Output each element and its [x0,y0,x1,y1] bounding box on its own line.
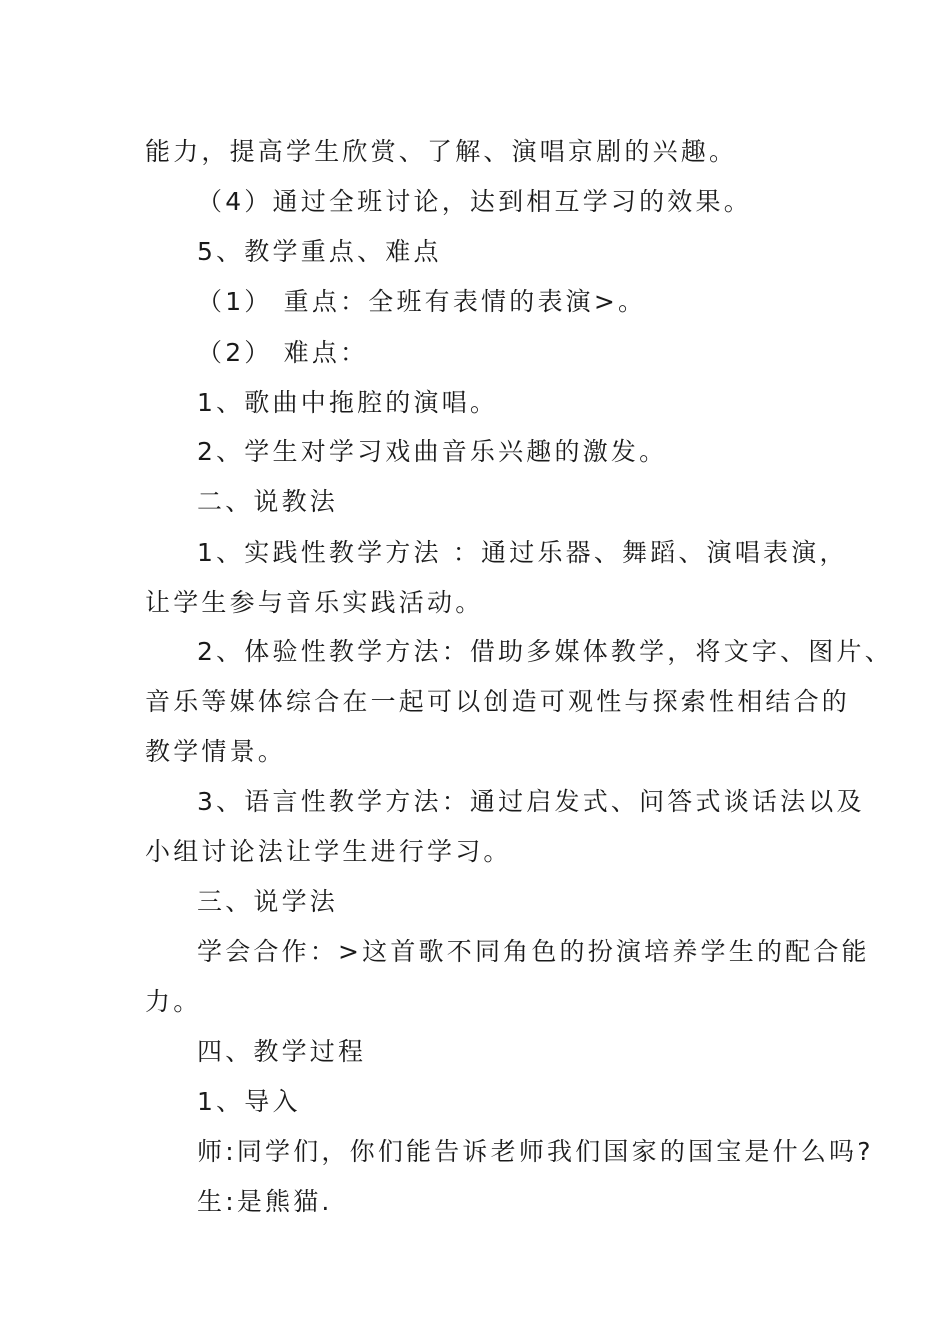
section-heading-teaching-method: 二、说教法 [197,487,339,516]
text-line-7: 2、学生对学习戏曲音乐兴趣的激发。 [197,437,668,466]
text-line-14: 3、语言性教学方法：通过启发式、问答式谈话法以及 [197,787,865,816]
section-heading-teaching-process: 四、教学过程 [197,1037,367,1066]
text-line-13: 教学情景。 [145,737,287,766]
text-line-17: 学会合作：>这首歌不同角色的扮演培养学生的配合能 [197,937,870,966]
text-line-1: 能力，提高学生欣赏、了解、演唱京剧的兴趣。 [145,137,738,166]
text-line-11: 2、体验性教学方法：借助多媒体教学，将文字、图片、 [197,637,893,666]
text-line-18: 力。 [145,987,202,1016]
text-line-22: 生:是熊猫. [197,1187,333,1216]
text-line-20: 1、导入 [197,1087,301,1116]
text-line-6: 1、歌曲中拖腔的演唱。 [197,388,499,417]
text-line-12: 音乐等媒体综合在一起可以创造可观性与探索性相结合的 [145,687,851,716]
text-line-10: 让学生参与音乐实践活动。 [145,588,484,617]
section-heading-learning-method: 三、说学法 [197,887,339,916]
text-line-15: 小组讨论法让学生进行学习。 [145,837,512,866]
text-line-9: 1、实践性教学方法 ：通过乐器、舞蹈、演唱表演， [197,538,848,567]
text-line-4: （1） 重点：全班有表情的表演>。 [197,287,647,316]
text-line-5: （2） 难点： [197,338,369,367]
text-line-21: 师:同学们，你们能告诉老师我们国家的国宝是什么吗? [197,1137,874,1166]
section-heading-teaching-focus: 5、教学重点、难点 [197,237,442,266]
text-line-2: （4）通过全班讨论，达到相互学习的效果。 [197,187,752,216]
